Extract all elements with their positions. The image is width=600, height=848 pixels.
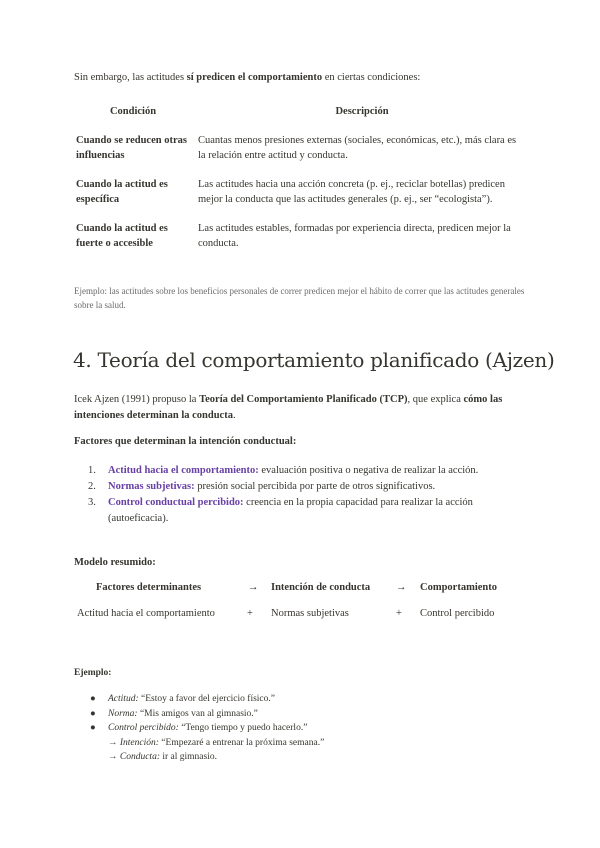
example-label: → Conducta: bbox=[108, 752, 160, 762]
factors-list bbox=[88, 463, 528, 527]
example-label: Control percibido: bbox=[108, 723, 179, 733]
ajzen-text-end: . bbox=[232, 410, 236, 421]
condition-cell: Cuando la actitud es específica bbox=[76, 179, 168, 205]
arrow-icon: → bbox=[396, 582, 407, 593]
example-text: “Empezaré a entrenar la próxima semana.” bbox=[158, 737, 325, 748]
list-item bbox=[88, 463, 528, 479]
model-cell: Normas subjetivas bbox=[271, 608, 349, 619]
list-item bbox=[88, 495, 528, 527]
table-row bbox=[72, 131, 530, 175]
ajzen-key-idea: cómo las intenciones determinan la conducta bbox=[74, 394, 503, 421]
intro-text: Sin embargo, las actitudes bbox=[74, 72, 187, 83]
factor-text: evaluación positiva o negativa de realizar la acción. bbox=[258, 465, 479, 476]
model-summary bbox=[74, 578, 524, 630]
list-number: 1. bbox=[88, 465, 96, 476]
table-header-condition: Condición bbox=[109, 106, 157, 117]
list-item bbox=[90, 707, 510, 722]
example-text: “Mis amigos van al gimnasio.” bbox=[137, 708, 258, 719]
model-cell: Actitud hacia el comportamiento bbox=[77, 608, 215, 619]
example-list bbox=[90, 692, 510, 765]
intro-bold: sí predicen el comportamiento bbox=[186, 72, 323, 83]
model-heading: Modelo resumido: bbox=[74, 557, 156, 568]
model-header-cell: Factores determinantes bbox=[96, 582, 202, 593]
factor-text: creencia en la propia capacidad para realizar la acción (autoeficacia). bbox=[108, 497, 473, 524]
factor-term: Actitud hacia el comportamiento: bbox=[108, 465, 259, 476]
bullet-icon: ● bbox=[90, 694, 96, 704]
factor-text: presión social percibida por parte de otros significativos. bbox=[194, 481, 436, 492]
conditions-table bbox=[72, 104, 530, 263]
factor-term: Normas subjetivas: bbox=[108, 481, 195, 492]
example-note: Ejemplo: las actitudes sobre los beneficios personales de correr predicen mejor el hábito de correr que las actitudes generales sobre la salud. bbox=[74, 286, 525, 310]
list-item bbox=[90, 692, 510, 707]
condition-cell: Cuando se reducen otras influencias bbox=[76, 135, 187, 161]
plus-icon: + bbox=[247, 608, 253, 619]
list-item bbox=[90, 736, 510, 751]
ajzen-text: Icek Ajzen (1991) propuso la bbox=[74, 394, 200, 405]
example-text: “Tengo tiempo y puedo hacerlo.” bbox=[178, 723, 308, 733]
table-row bbox=[72, 219, 530, 263]
list-number: 3. bbox=[88, 497, 96, 508]
table-row bbox=[72, 175, 530, 219]
example-heading: Ejemplo: bbox=[74, 668, 112, 678]
table-header-row bbox=[72, 104, 530, 131]
section-heading: 4. Teoría del comportamiento planificado (Ajzen) bbox=[73, 348, 555, 372]
plus-icon: + bbox=[396, 608, 402, 619]
model-header-row bbox=[74, 578, 524, 604]
example-text: ir al gimnasio. bbox=[159, 752, 217, 762]
list-item bbox=[90, 721, 510, 736]
intro-text-end: en ciertas condiciones: bbox=[322, 72, 421, 83]
description-cell: Cuantas menos presiones externas (sociales, económicas, etc.), más clara es la relación entre actitud y conducta. bbox=[198, 135, 517, 161]
table-header-description: Descripción bbox=[335, 106, 389, 117]
model-cell: Control percibido bbox=[420, 608, 495, 619]
ajzen-theory-name: Teoría del Comportamiento Planificado (TCP) bbox=[199, 394, 408, 405]
example-label: → Intención: bbox=[108, 737, 159, 748]
factor-term: Control conductual percibido: bbox=[108, 497, 244, 508]
description-cell: Las actitudes estables, formadas por experiencia directa, predicen mejor la conducta. bbox=[198, 223, 511, 249]
condition-cell: Cuando la actitud es fuerte o accesible bbox=[76, 223, 168, 249]
example-label: Norma: bbox=[108, 708, 138, 719]
model-header-cell: Intención de conducta bbox=[271, 582, 371, 593]
factors-heading: Factores que determinan la intención conductual: bbox=[74, 436, 297, 447]
model-row bbox=[74, 604, 524, 630]
example-text: “Estoy a favor del ejercicio físico.” bbox=[138, 694, 275, 704]
intro-paragraph bbox=[74, 72, 420, 83]
example-label: Actitud: bbox=[108, 694, 139, 704]
list-number: 2. bbox=[88, 481, 96, 492]
list-item bbox=[88, 479, 528, 495]
ajzen-text-mid: , que explica bbox=[407, 394, 464, 405]
description-cell: Las actitudes hacia una acción concreta (p. ej., reciclar botellas) predicen mejor la conducta que las actitudes generales (p. ej., ser “ecologista”). bbox=[198, 179, 505, 205]
arrow-icon: → bbox=[248, 582, 259, 593]
list-item bbox=[90, 750, 510, 765]
bullet-icon: ● bbox=[90, 708, 96, 719]
model-header-cell: Comportamiento bbox=[420, 582, 497, 593]
bullet-icon: ● bbox=[90, 723, 96, 733]
ajzen-paragraph bbox=[74, 392, 534, 424]
